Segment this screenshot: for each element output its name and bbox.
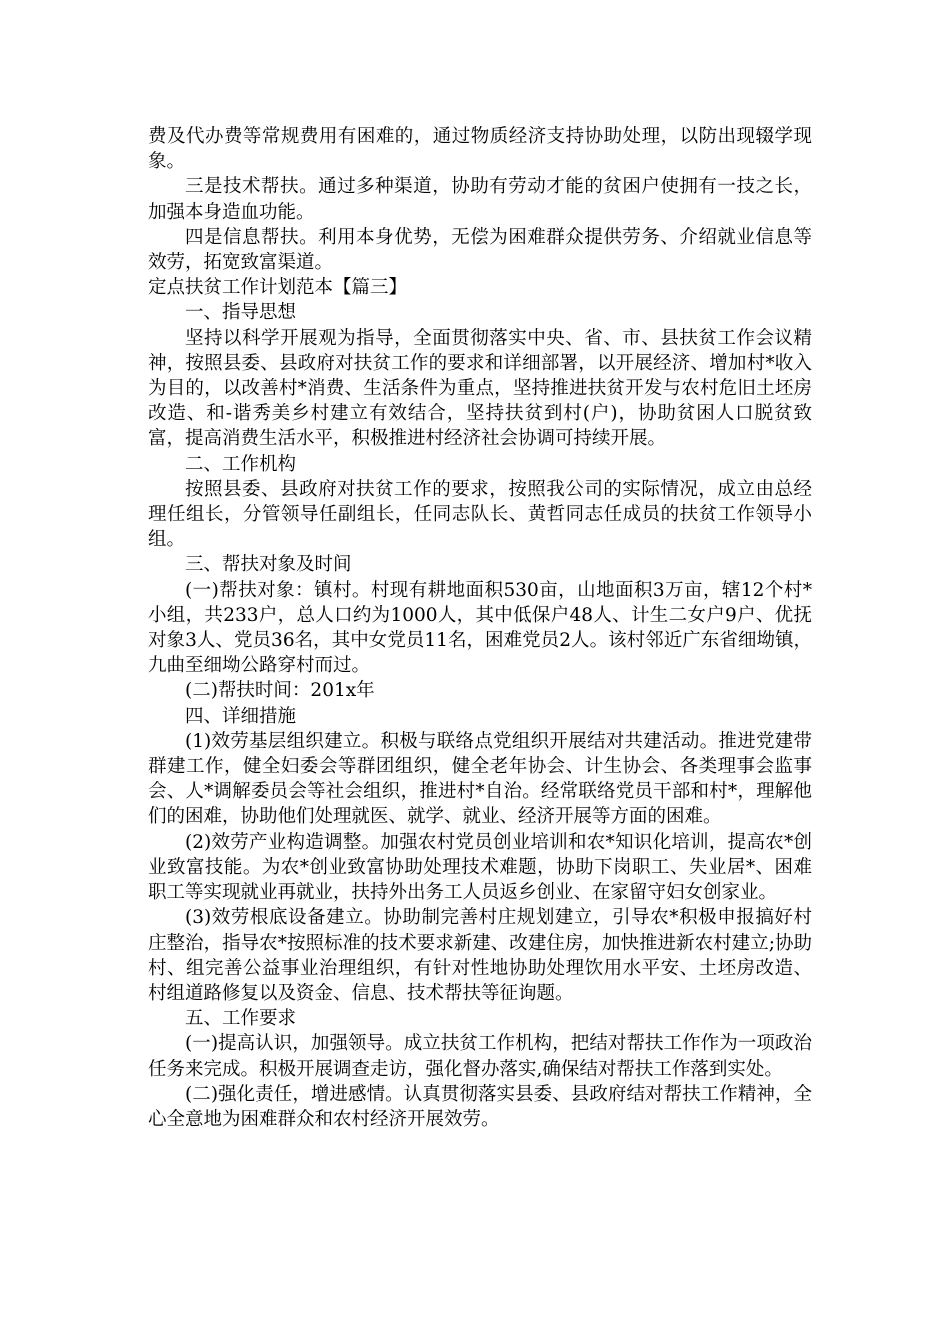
paragraph: 四是信息帮扶。利用本身优势，无偿为困难群众提供劳务、介绍就业信息等效劳，拓宽致富渠道。 [148, 226, 812, 274]
paragraph: (一)提高认识，加强领导。成立扶贫工作机构，把结对帮扶工作作为一项政治任务来完成。积极开展调查走访，强化督办落实,确保结对帮扶工作落到实处。 [148, 1033, 812, 1080]
paragraph: 三是技术帮扶。通过多种渠道，协助有劳动才能的贫困户使拥有一技之长，加强本身造血功能。 [148, 176, 812, 223]
paragraph: (1)效劳基层组织建立。积极与联络点党组织开展结对共建活动。推进党建带群建工作，健全妇委会等群团组织，健全老年协会、计生协会、各类理事会监事会、人*调解委员会等社会组织，推进村*自治。经常联络党员干部和村*，理解他们的困难，协助他们处理就医、就学、就业、经济开展等方面的困难。 [148, 730, 812, 828]
heading-work-organization: 二、工作机构 [185, 453, 297, 475]
paragraph: (二)强化责任，增进感情。认真贯彻落实县委、县政府结对帮扶工作精神，全心全意地为困难群众和农村经济开展效劳。 [148, 1083, 812, 1130]
paragraph: 坚持以科学开展观为指导，全面贯彻落实中央、省、市、县扶贫工作会议精神，按照县委、县政府对扶贫工作的要求和详细部署，以开展经济、增加村*收入为目的，以改善村*消费、生活条件为重点，坚持推进扶贫开发与农村危旧土坯房改造、和-谐秀美乡村建立有效结合，坚持扶贫到村(户)，协助贫困人口脱贫致富，提高消费生活水平，积极推进村经济社会协调可持续开展。 [148, 327, 812, 450]
heading-detailed-measures: 四、详细措施 [185, 705, 297, 727]
paragraph: 按照县委、县政府对扶贫工作的要求，按照我公司的实际情况，成立由总经理任组长，分管领导任副组长，任同志队长、黄哲同志任成员的扶贫工作领导小组。 [148, 478, 812, 551]
document-body [148, 124, 812, 1132]
paragraph: (二)帮扶时间：201x年 [185, 680, 375, 702]
paragraph: (2)效劳产业构造调整。加强农村党员创业培训和农*知识化培训，提高农*创业致富技能。为农*创业致富协助处理技术难题，协助下岗职工、失业居*、困难职工等实现就业再就业，扶持外出务工人员返乡创业、在家留守妇女创家业。 [148, 831, 812, 904]
paragraph: (一)帮扶对象：镇村。村现有耕地面积530亩，山地面积3万亩，辖12个村*小组，共233户，总人口约为1000人，其中低保户48人、计生二女户9户、优抚对象3人、党员36名，其中女党员11名，困难党员2人。该村邻近广东省细坳镇，九曲至细坳公路穿村而过。 [148, 579, 812, 677]
heading-work-requirements: 五、工作要求 [185, 1008, 297, 1030]
paragraph: 费及代办费等常规费用有困难的，通过物质经济支持协助处理，以防出现辍学现象。 [148, 126, 812, 173]
paragraph: (3)效劳根底设备建立。协助制完善村庄规划建立，引导农*积极申报搞好村庄整治，指导农*按照标准的技术要求新建、改建住房，加快推进新农村建立;协助村、组完善公益事业治理组织，有针对性地协助处理饮用水平安、土坯房改造、村组道路修复以及资金、信息、技术帮扶等征询题。 [148, 907, 812, 1004]
heading-guiding-ideology: 一、指导思想 [185, 302, 297, 324]
section-title: 定点扶贫工作计划范本【篇三】 [148, 277, 408, 299]
heading-assistance-target-time: 三、帮扶对象及时间 [185, 554, 352, 576]
